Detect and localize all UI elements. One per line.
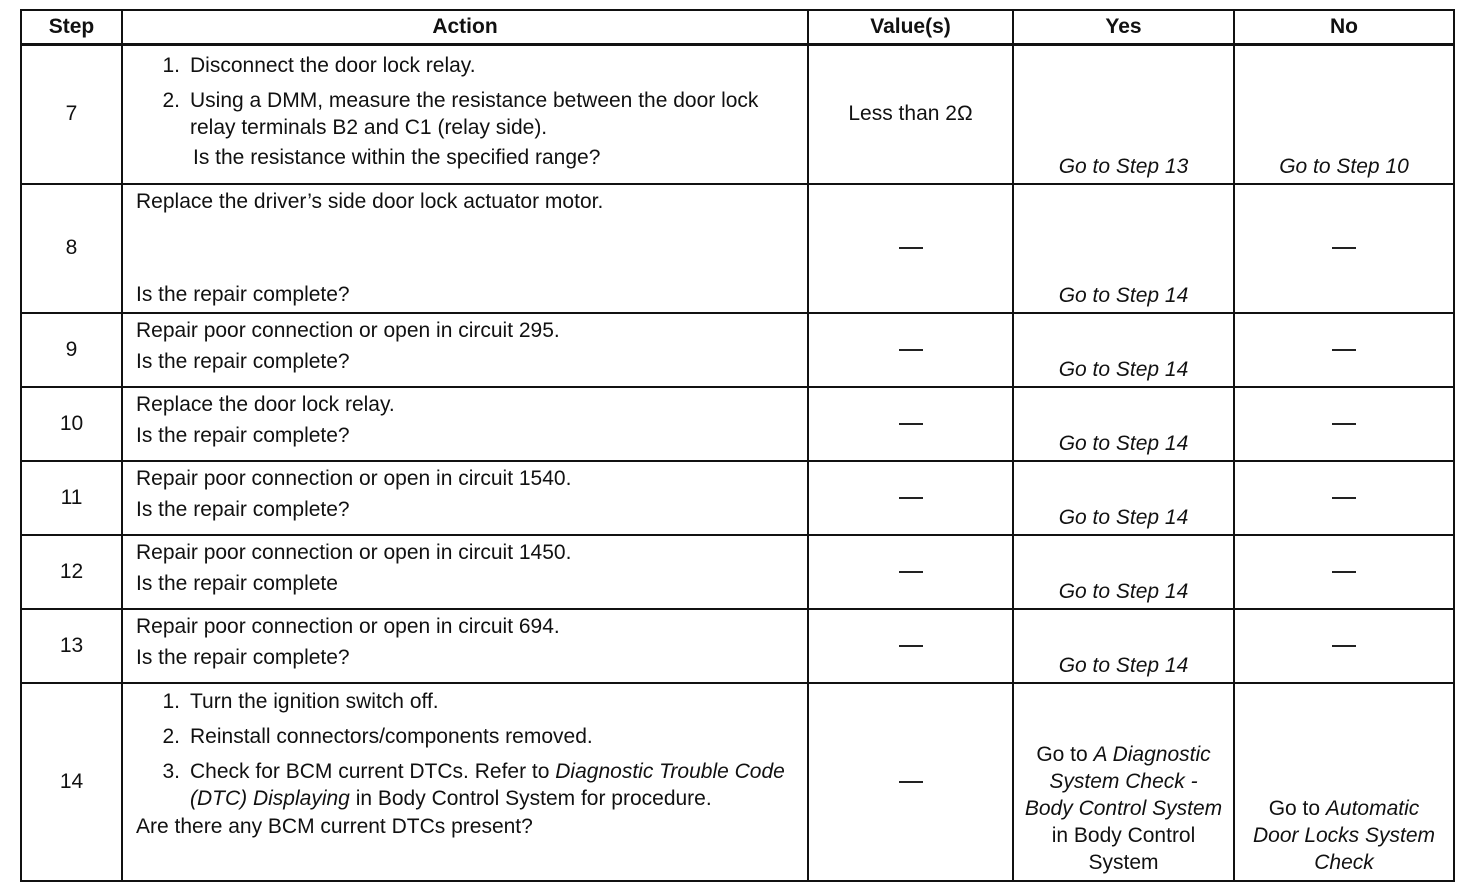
value-cell: Less than 2Ω <box>808 45 1013 184</box>
action-question: Is the repair complete <box>136 571 338 595</box>
header-values: Value(s) <box>808 10 1013 45</box>
action-item <box>136 52 797 79</box>
item-text: Using a DMM, measure the resistance between the door lock relay terminals B2 and C1 (relay side). <box>190 89 759 139</box>
header-step: Step <box>21 10 122 45</box>
header-yes: Yes <box>1013 10 1234 45</box>
header-action: Action <box>122 10 808 45</box>
yes-cell <box>1013 609 1234 683</box>
action-question: Is the repair complete? <box>136 349 350 373</box>
goto-link-yes[interactable]: Go to Step 14 <box>1058 579 1189 603</box>
step-number: 12 <box>21 535 122 609</box>
yes-cell <box>1013 387 1234 461</box>
action-question: Is the repair complete? <box>136 282 350 306</box>
action-cell <box>122 184 808 313</box>
value-cell <box>808 184 1013 313</box>
value-cell <box>808 461 1013 535</box>
dash-icon <box>899 497 923 499</box>
door-locks-system-check-link[interactable]: Automatic Door Locks System Check <box>1252 796 1436 874</box>
dtc-display-link[interactable]: Diagnostic Trouble Code (DTC) Displaying <box>190 759 785 810</box>
action-cell <box>122 609 808 683</box>
step-number: 11 <box>21 461 122 535</box>
table-row-step-9 <box>21 313 1454 387</box>
item-number: 1. <box>162 54 180 77</box>
action-item <box>136 87 797 141</box>
dash-icon <box>1332 423 1356 425</box>
no-cell <box>1234 45 1454 184</box>
yes-cell <box>1013 683 1234 881</box>
diagnostic-table <box>20 9 1455 882</box>
action-cell <box>122 535 808 609</box>
dash-icon <box>899 349 923 351</box>
goto-link-yes[interactable]: Go to Step 14 <box>1058 505 1189 529</box>
table-row-step-14 <box>21 683 1454 881</box>
table-row-step-11 <box>21 461 1454 535</box>
item-text: Reinstall connectors/components removed. <box>190 724 593 748</box>
no-text <box>1235 795 1453 876</box>
item-text: Disconnect the door lock relay. <box>190 54 476 77</box>
dash-icon <box>899 781 923 783</box>
item-text <box>190 758 797 812</box>
action-question: Is the repair complete? <box>136 423 350 447</box>
item-text-pre: Check for BCM current DTCs. Refer to <box>190 759 556 783</box>
diagnostic-system-check-link[interactable]: A Diagnostic System Check - Body Control System <box>1024 742 1223 820</box>
yes-cell <box>1013 461 1234 535</box>
action-cell <box>122 45 808 184</box>
dash-icon <box>1332 645 1356 647</box>
yes-cell <box>1013 535 1234 609</box>
no-cell <box>1234 609 1454 683</box>
dash-icon <box>1332 571 1356 573</box>
dash-icon <box>1332 247 1356 249</box>
table-row-step-7 <box>21 45 1454 184</box>
dash-icon <box>899 571 923 573</box>
no-cell <box>1234 184 1454 313</box>
goto-link-no[interactable]: Go to Step 10 <box>1279 154 1409 178</box>
no-cell <box>1234 535 1454 609</box>
action-text: Replace the door lock relay. <box>136 392 395 416</box>
action-question: Are there any BCM current DTCs present? <box>136 814 533 838</box>
yes-post: in Body Control System <box>1051 823 1196 874</box>
no-cell <box>1234 387 1454 461</box>
goto-link-yes[interactable]: Go to Step 13 <box>1058 154 1189 178</box>
no-cell <box>1234 461 1454 535</box>
action-question: Is the repair complete? <box>136 497 350 521</box>
dash-icon <box>899 247 923 249</box>
action-item <box>136 688 797 715</box>
action-text: Repair poor connection or open in circuit 694. <box>136 614 560 638</box>
item-number: 3. <box>162 759 180 783</box>
action-question: Is the repair complete? <box>136 645 350 669</box>
table-row-step-12 <box>21 535 1454 609</box>
no-cell <box>1234 683 1454 881</box>
item-number: 2. <box>162 724 180 748</box>
dash-icon <box>1332 497 1356 499</box>
yes-cell <box>1013 313 1234 387</box>
action-cell <box>122 313 808 387</box>
action-question: Is the resistance within the specified range? <box>193 146 601 169</box>
yes-pre: Go to <box>1036 742 1094 766</box>
dash-icon <box>899 423 923 425</box>
action-text: Repair poor connection or open in circuit 295. <box>136 318 560 342</box>
step-number: 13 <box>21 609 122 683</box>
goto-link-yes[interactable]: Go to Step 14 <box>1058 357 1189 381</box>
header-no: No <box>1234 10 1454 45</box>
value-cell <box>808 609 1013 683</box>
action-cell <box>122 387 808 461</box>
value-cell <box>808 387 1013 461</box>
action-text: Replace the driver’s side door lock actuator motor. <box>136 189 604 213</box>
step-number: 7 <box>21 45 122 184</box>
action-text: Repair poor connection or open in circuit 1540. <box>136 466 572 490</box>
dash-icon <box>1332 349 1356 351</box>
step-number: 9 <box>21 313 122 387</box>
goto-link-yes[interactable]: Go to Step 14 <box>1058 653 1189 677</box>
header-row <box>21 10 1454 45</box>
action-cell <box>122 461 808 535</box>
table-row-step-10 <box>21 387 1454 461</box>
action-text: Repair poor connection or open in circuit 1450. <box>136 540 572 564</box>
item-number: 1. <box>162 689 180 713</box>
action-cell <box>122 683 808 881</box>
item-text-post: in Body Control System for procedure. <box>349 786 712 810</box>
table-row-step-13 <box>21 609 1454 683</box>
step-number: 10 <box>21 387 122 461</box>
value-cell <box>808 313 1013 387</box>
action-item <box>136 758 797 812</box>
item-number: 2. <box>162 89 180 112</box>
value-cell <box>808 535 1013 609</box>
no-pre: Go to <box>1268 796 1326 820</box>
goto-link-yes[interactable]: Go to Step 14 <box>1058 283 1189 307</box>
value-cell <box>808 683 1013 881</box>
yes-cell <box>1013 45 1234 184</box>
yes-text <box>1014 741 1233 876</box>
table-row-step-8 <box>21 184 1454 313</box>
no-cell <box>1234 313 1454 387</box>
item-text: Turn the ignition switch off. <box>190 689 439 713</box>
step-number: 8 <box>21 184 122 313</box>
dash-icon <box>899 645 923 647</box>
goto-link-yes[interactable]: Go to Step 14 <box>1058 431 1189 455</box>
step-number: 14 <box>21 683 122 881</box>
action-item <box>136 723 797 750</box>
yes-cell <box>1013 184 1234 313</box>
